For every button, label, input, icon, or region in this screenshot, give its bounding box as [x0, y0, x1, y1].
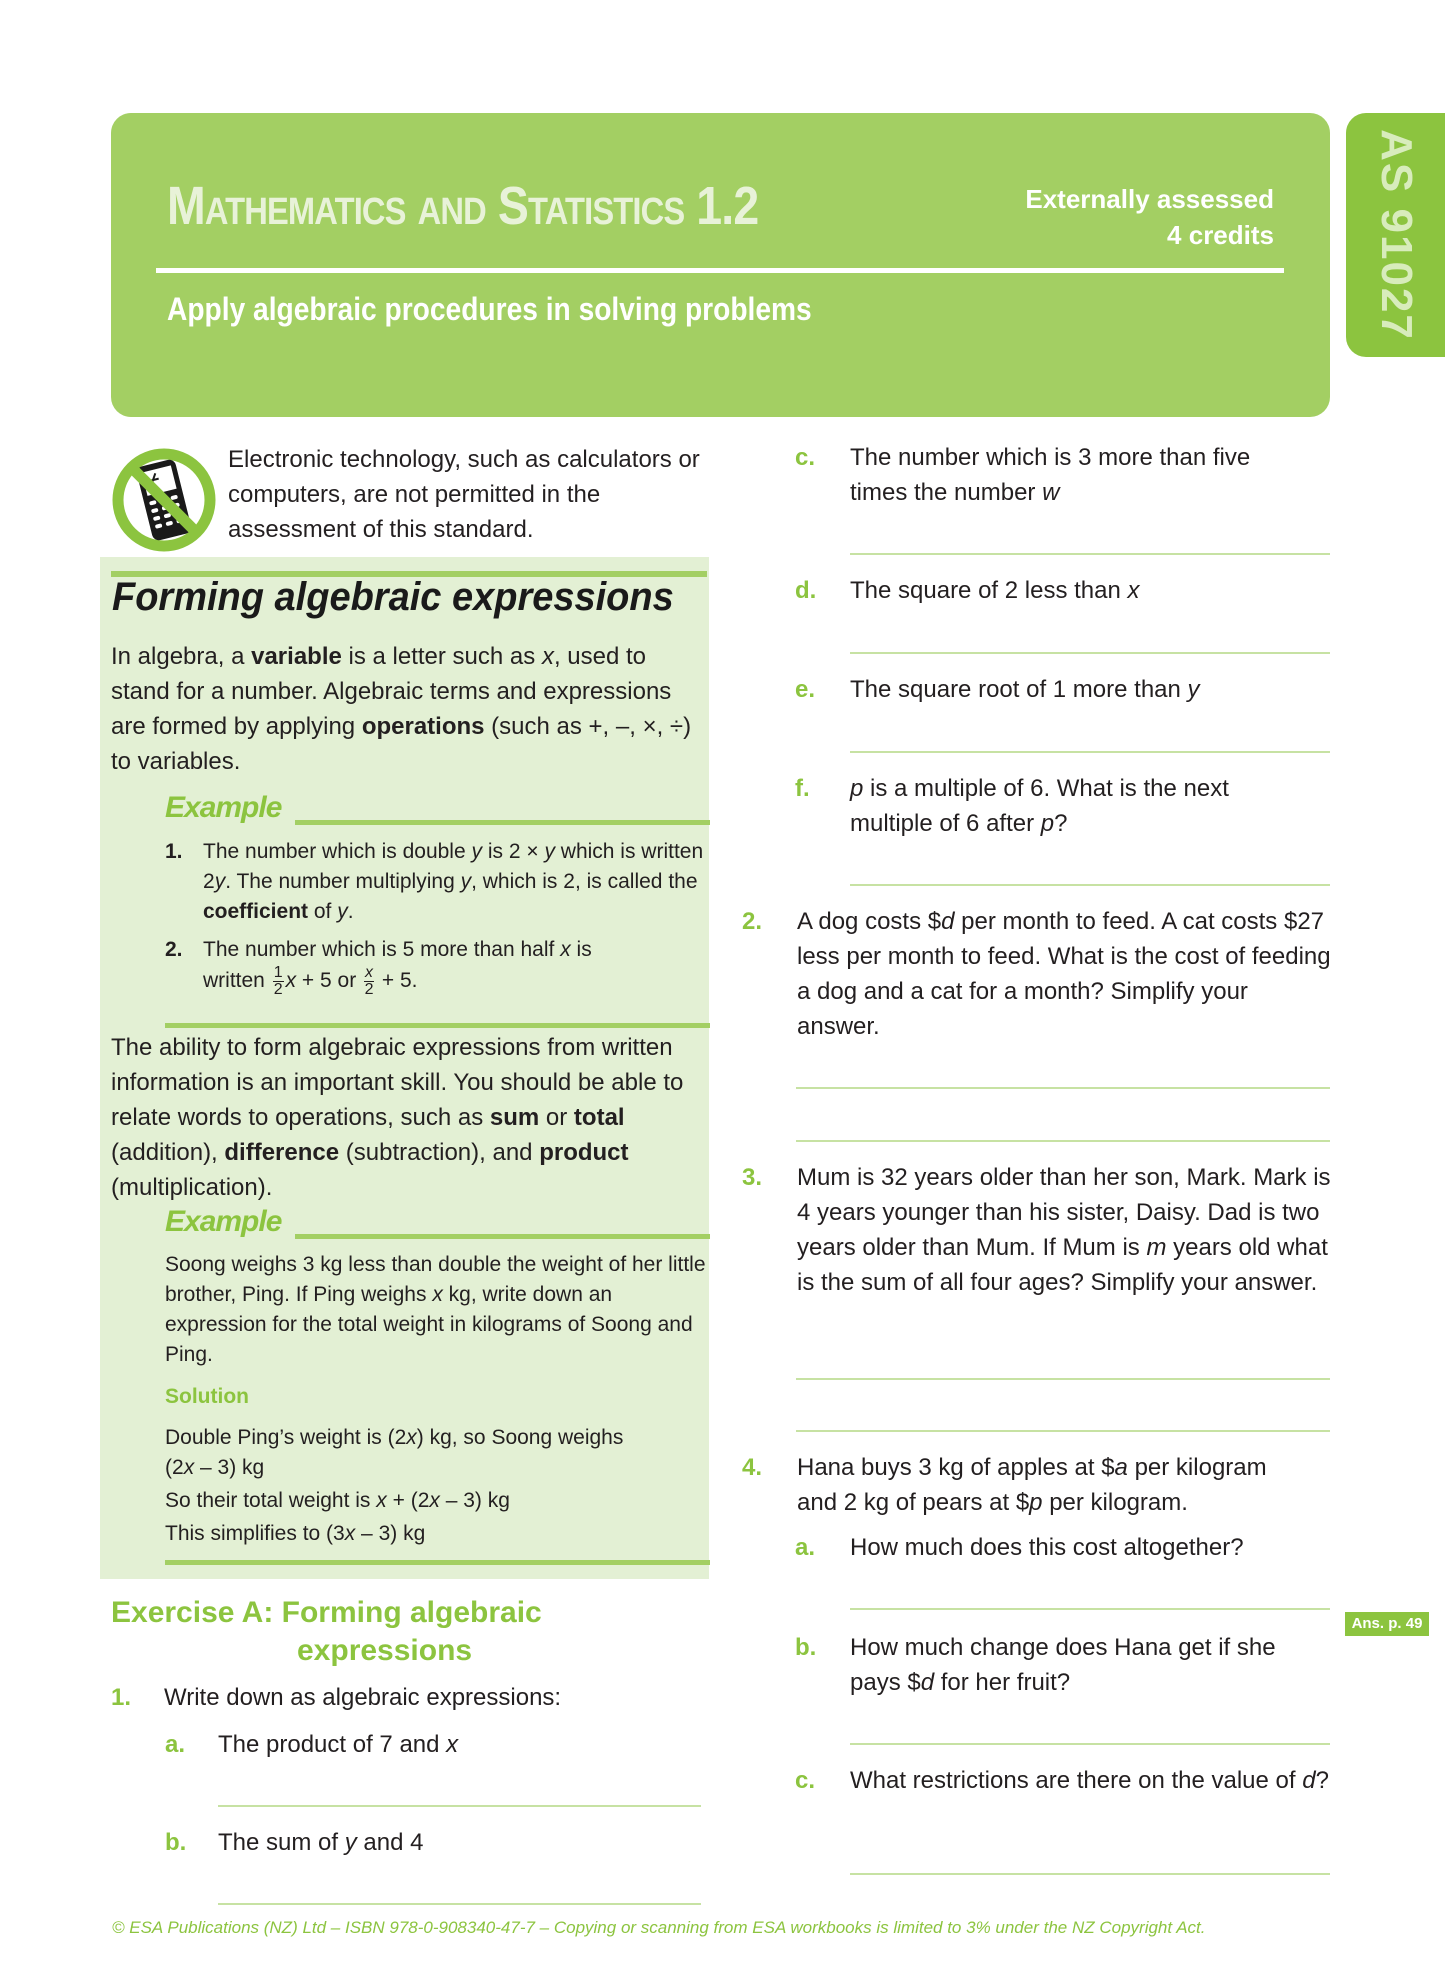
- answer-line-3a[interactable]: [796, 1378, 1330, 1380]
- answer-line-4a[interactable]: [850, 1608, 1330, 1610]
- technology-notice: [110, 442, 700, 554]
- header-banner: [111, 113, 1330, 417]
- question-1e: e. The square root of 1 more than y: [795, 676, 1200, 703]
- example-heading: Example: [165, 1205, 710, 1245]
- question-1b: b. The sum of y and 4: [165, 1829, 424, 1856]
- answer-line-1d[interactable]: [850, 652, 1330, 654]
- answer-line-1f[interactable]: [850, 884, 1330, 886]
- solution-text: Double Ping’s weight is (2x) kg, so Soong weighs (2x – 3) kg So their total weight is x + (2x – 3) kg This simplifies to (3x – 3) kg: [165, 1426, 624, 1545]
- question-1: 1. Write down as algebraic expressions:: [111, 1684, 562, 1711]
- example-end-rule: [165, 1023, 710, 1028]
- assessment-info: [1025, 181, 1274, 253]
- question-4c: c. What restrictions are there on the value of d?: [795, 1767, 1329, 1794]
- question-3: 3. Mum is 32 years older than her son, Mark. Mark is 4 years younger than his sister, Daisy. Dad is two years older than Mum. If Mum is m years old what is the sum of all four ages? Simplify your answer.: [742, 1164, 1331, 1296]
- page-title: Mathematics and Statistics 1.2: [167, 176, 759, 236]
- no-calculator-icon: [110, 446, 218, 554]
- solution-label: Solution: [165, 1385, 249, 1408]
- question-4a: a. How much does this cost altogether?: [795, 1534, 1244, 1561]
- question-1d: d. The square of 2 less than x: [795, 577, 1140, 604]
- banner-divider: [156, 268, 1284, 273]
- page-subtitle: Apply algebraic procedures in solving problems: [167, 291, 812, 327]
- answer-line-4b[interactable]: [850, 1743, 1330, 1745]
- question-1a: a. The product of 7 and x: [165, 1731, 459, 1758]
- theory-box: [100, 557, 709, 1579]
- answer-line-1a[interactable]: [218, 1805, 701, 1807]
- answer-line-1b[interactable]: [218, 1903, 701, 1905]
- standard-tab: [1346, 113, 1445, 357]
- credits-label: 4 credits: [1167, 220, 1274, 250]
- answer-line-3b[interactable]: [796, 1430, 1330, 1432]
- section-heading: Forming algebraic expressions: [112, 575, 674, 619]
- example-item: 2. The number which is 5 more than half x is written $\frac{1}{2}$ x + 5 or $\frac{x}{2}$ + 5.: [165, 938, 592, 998]
- example-heading: Example: [165, 791, 710, 831]
- assessment-type: Externally assessed: [1025, 184, 1274, 214]
- example-item: 1. The number which is double y is 2 × y which is written 2y. The number multiplying y, which is 2, is called the coefficient of y.: [165, 840, 704, 923]
- fraction-one-half: $\frac{1}{2}$: [273, 964, 283, 998]
- solution-end-rule: [165, 1560, 710, 1565]
- answer-line-1e[interactable]: [850, 751, 1330, 753]
- question-1f: f. p is a multiple of 6. What is the next multiple of 6 after p?: [795, 775, 1229, 837]
- example-problem: Soong weighs 3 kg less than double the weight of her little brother, Ping. If Ping weighs x kg, write down an expression for the total weight in kilograms of Soong and Ping.: [165, 1253, 706, 1366]
- copyright-footer: © ESA Publications (NZ) Ltd – ISBN 978-0-908340-47-7 – Copying or scanning from ESA workbooks is limited to 3% under the NZ Copyright Act.: [112, 1918, 1206, 1937]
- fraction-x-over-2: $\frac{x}{2}$: [364, 964, 374, 998]
- intro-paragraph: In algebra, a variable is a letter such as x, used to stand for a number. Algebraic terms and expressions are formed by applying operations (such as +, –, ×, ÷) to variables.: [111, 643, 692, 775]
- words-to-operations-paragraph: The ability to form algebraic expressions from written information is an important skill. You should be able to relate words to operations, such as sum or total (addition), difference (subtraction), and product (multiplication).: [111, 1034, 684, 1201]
- answer-line-4c[interactable]: [850, 1873, 1330, 1875]
- question-1c: c. The number which is 3 more than five times the number w: [795, 444, 1251, 506]
- question-2: 2. A dog costs $d per month to feed. A cat costs $27 less per month to feed. What is the cost of feeding a dog and a cat for a month? Simplify your answer.: [742, 908, 1331, 1040]
- notice-text: Electronic technology, such as calculators or computers, are not permitted in the assessment of this standard.: [228, 446, 700, 543]
- exercise-title: Exercise A: Forming algebraic expressions: [111, 1596, 542, 1667]
- question-4: 4. Hana buys 3 kg of apples at $a per kilogram and 2 kg of pears at $p per kilogram.: [742, 1454, 1267, 1516]
- answer-line-2b[interactable]: [796, 1140, 1330, 1142]
- answer-line-1c[interactable]: [850, 553, 1330, 555]
- question-4b: b. How much change does Hana get if she pays $d for her fruit?: [795, 1634, 1276, 1696]
- answer-line-2a[interactable]: [796, 1087, 1330, 1089]
- standard-code: AS 91027: [1371, 129, 1421, 341]
- answer-page-reference: Ans. p. 49: [1345, 1612, 1429, 1636]
